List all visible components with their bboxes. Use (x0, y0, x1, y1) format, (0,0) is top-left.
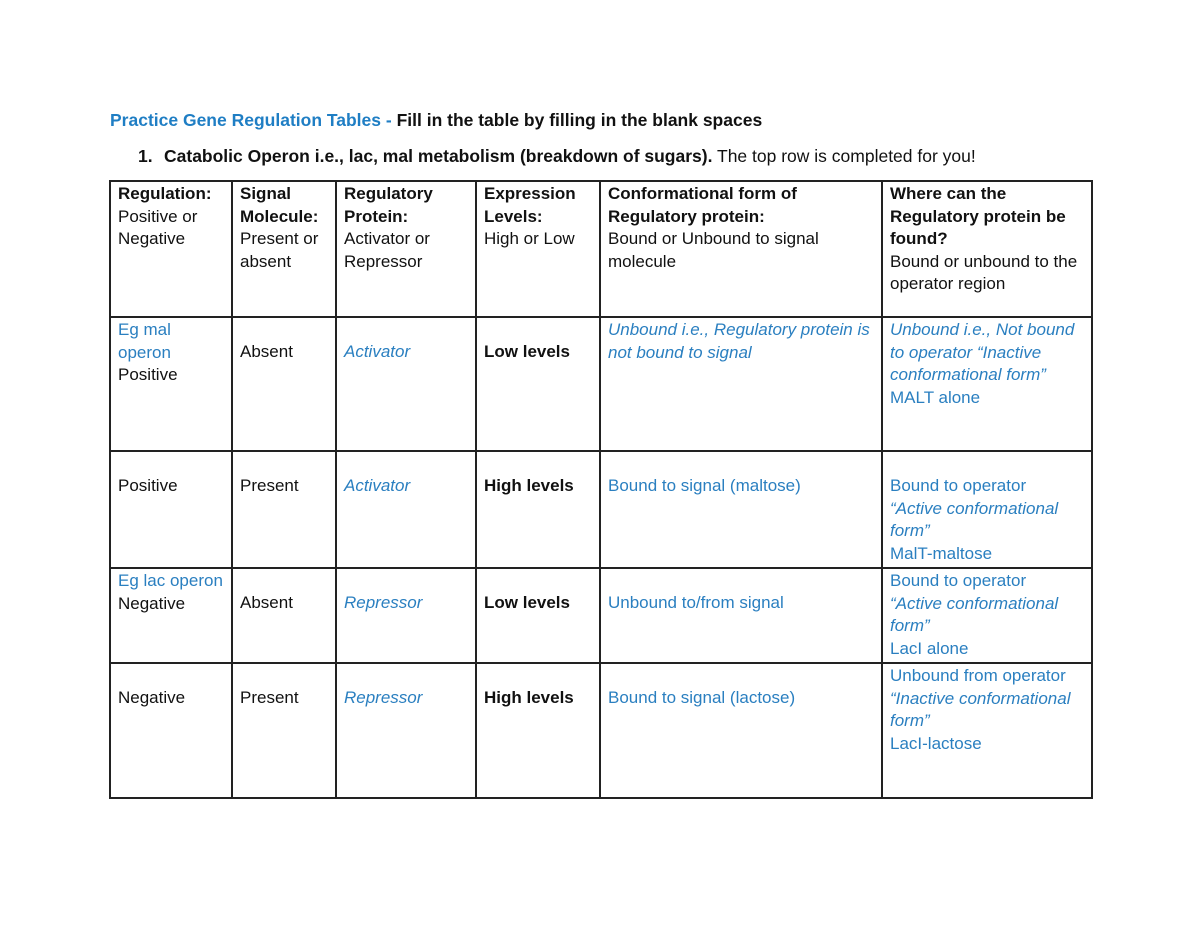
page-heading (110, 110, 762, 131)
cell-signal: Present (232, 451, 336, 568)
cell-signal: Present (232, 663, 336, 798)
cell-conformation: Unbound i.e., Regulatory protein is not bound to signal (600, 317, 882, 451)
table-row (110, 451, 1092, 568)
header-regulatory-protein: Regulatory Protein: Activator or Repressor (336, 181, 476, 317)
cell-location: Bound to operator “Active conformational form” LacI alone (882, 568, 1092, 663)
header-signal-molecule: Signal Molecule: Present or absent (232, 181, 336, 317)
table-row (110, 663, 1092, 798)
table-header-row (110, 181, 1092, 317)
cell-expression: Low levels (476, 568, 600, 663)
cell-protein: Repressor (336, 568, 476, 663)
cell-protein: Activator (336, 451, 476, 568)
cell-regulation: Positive (110, 451, 232, 568)
question-number: 1. (138, 146, 153, 166)
header-expression-levels: Expression Levels: High or Low (476, 181, 600, 317)
heading-instruction: Fill in the table by filling in the blank spaces (396, 110, 763, 130)
cell-conformation: Unbound to/from signal (600, 568, 882, 663)
question-heading (138, 146, 976, 167)
cell-location: Unbound i.e., Not bound to operator “Inactive conformational form” MALT alone (882, 317, 1092, 451)
cell-conformation: Bound to signal (maltose) (600, 451, 882, 568)
cell-signal: Absent (232, 317, 336, 451)
cell-signal: Absent (232, 568, 336, 663)
gene-regulation-table (109, 180, 1093, 799)
cell-regulation: Eg mal operon Positive (110, 317, 232, 451)
cell-expression: High levels (476, 451, 600, 568)
header-conformational-form: Conformational form of Regulatory protein: Bound or Unbound to signal molecule (600, 181, 882, 317)
cell-conformation: Bound to signal (lactose) (600, 663, 882, 798)
cell-protein: Repressor (336, 663, 476, 798)
cell-expression: High levels (476, 663, 600, 798)
cell-expression: Low levels (476, 317, 600, 451)
question-note: The top row is completed for you! (712, 146, 976, 166)
header-regulation: Regulation: Positive or Negative (110, 181, 232, 317)
cell-location: Bound to operator “Active conformational form” MalT-maltose (882, 451, 1092, 568)
cell-regulation: Negative (110, 663, 232, 798)
header-location: Where can the Regulatory protein be found? Bound or unbound to the operator region (882, 181, 1092, 317)
question-bold-text: Catabolic Operon i.e., lac, mal metabolism (breakdown of sugars). (164, 146, 713, 166)
cell-regulation: Eg lac operon Negative (110, 568, 232, 663)
table-row (110, 568, 1092, 663)
cell-location: Unbound from operator “Inactive conformational form” LacI-lactose (882, 663, 1092, 798)
table-row (110, 317, 1092, 451)
heading-title: Practice Gene Regulation Tables - (110, 110, 397, 130)
cell-protein: Activator (336, 317, 476, 451)
